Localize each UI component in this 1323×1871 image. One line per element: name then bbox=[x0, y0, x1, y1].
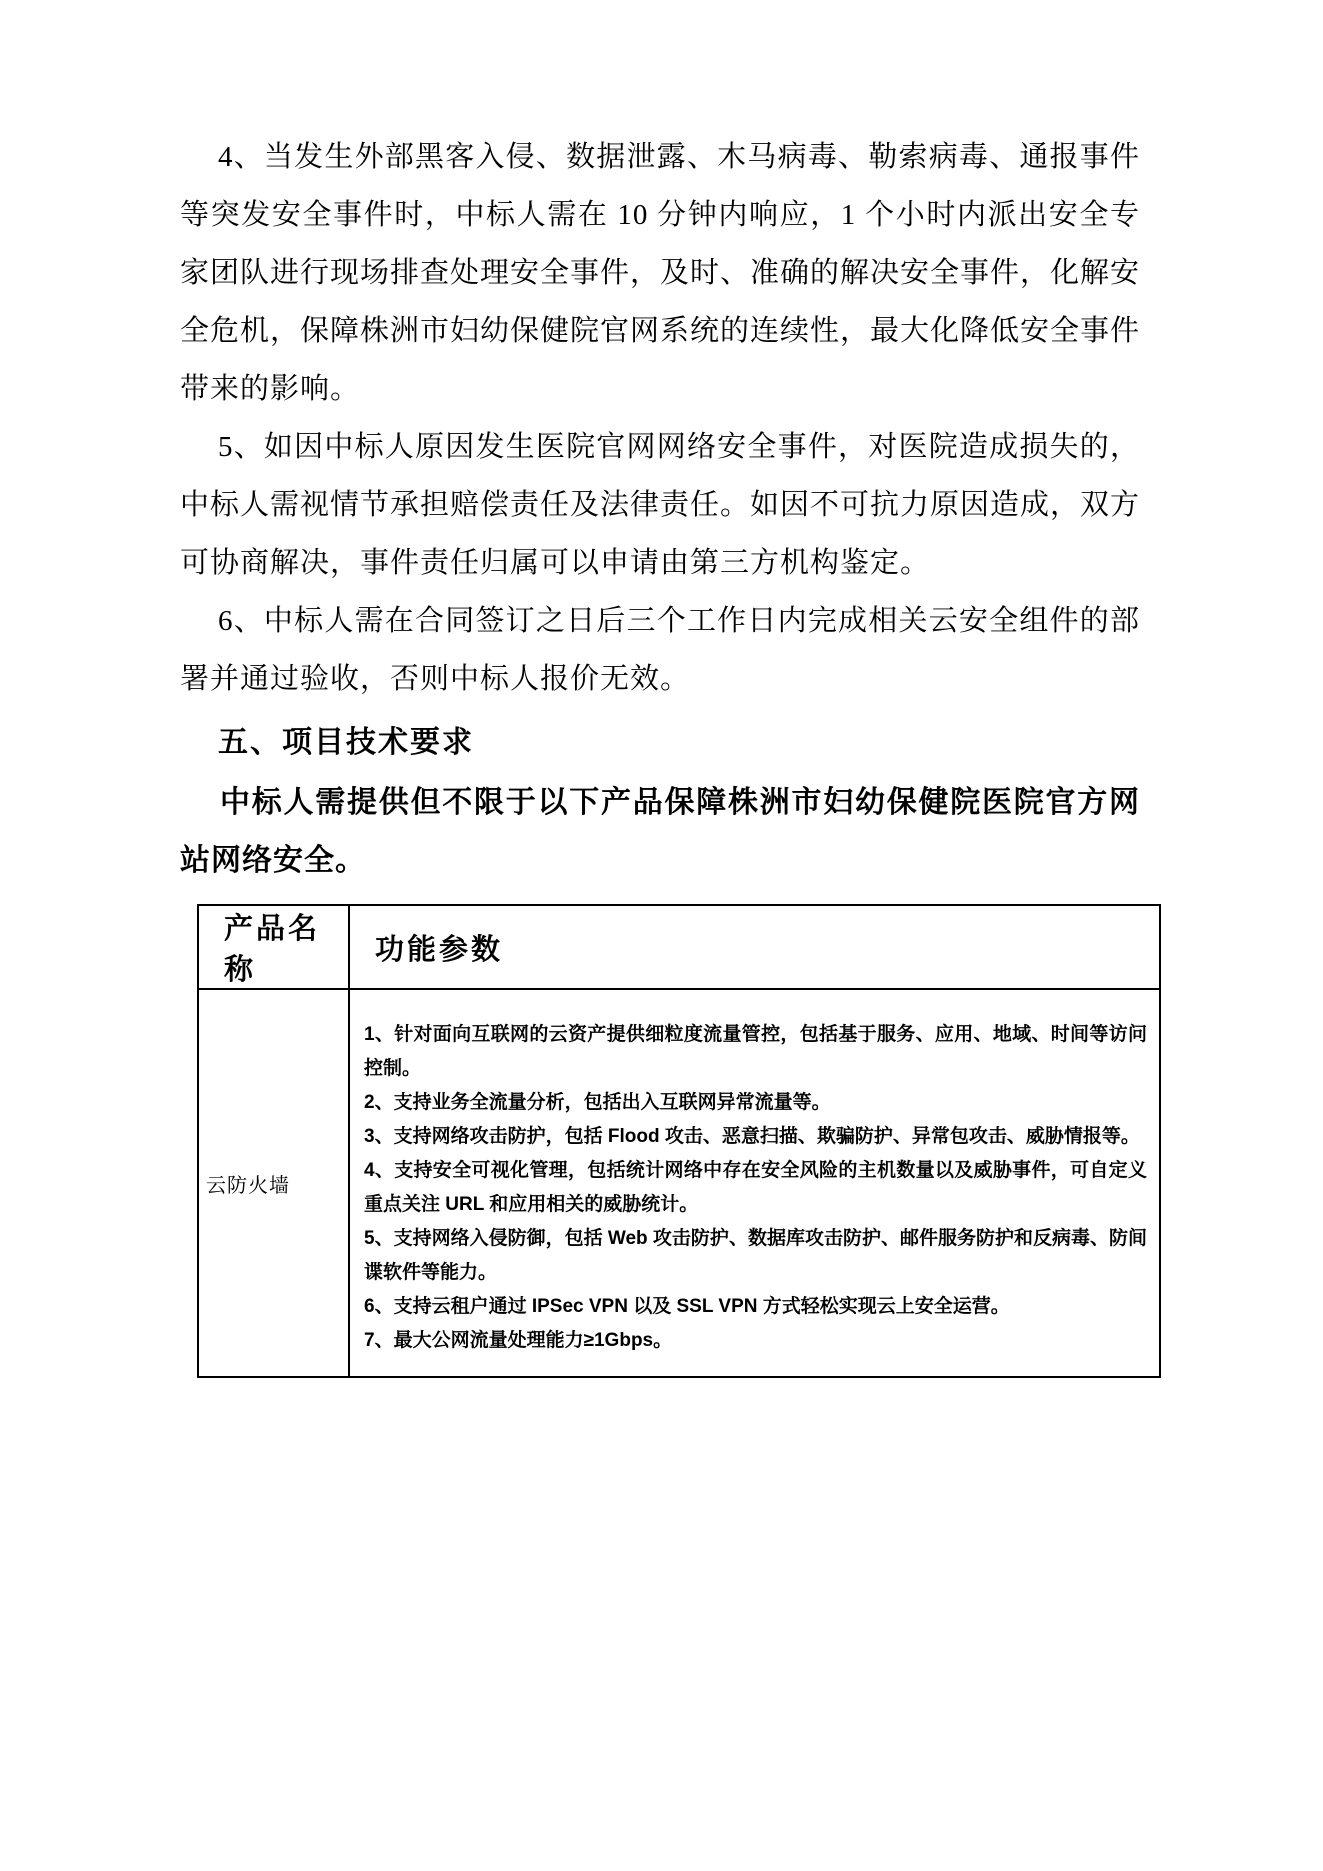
products-table bbox=[197, 904, 1161, 1378]
function-params-cell bbox=[349, 989, 1160, 1377]
paragraph-4: 4、当发生外部黑客入侵、数据泄露、木马病毒、勒索病毒、通报事件等突发安全事件时，中标人需在 10 分钟内响应，1 个小时内派出安全专家团队进行现场排查处理安全事件，及时、准确的解决安全事件，化解安全危机，保障株洲市妇幼保健院官网系统的连续性，最大化降低安全事件带来的影响。 bbox=[180, 141, 1141, 405]
intro-paragraph: 中标人需提供但不限于以下产品保障株洲市妇幼保健院医院官方网站网络安全。 bbox=[180, 786, 1140, 877]
feature-item-3: 3、支持网络攻击防护，包括 Flood 攻击、恶意扫描、欺骗防护、异常包攻击、威胁情报等。 bbox=[364, 1126, 1140, 1147]
feature-item-4: 4、支持安全可视化管理，包括统计网络中存在安全风险的主机数量以及威胁事件，可自定义重点关注 URL 和应用相关的威胁统计。 bbox=[364, 1160, 1147, 1215]
feature-item-6: 6、支持云租户通过 IPSec VPN 以及 SSL VPN 方式轻松实现云上安全运营。 bbox=[364, 1296, 1010, 1317]
feature-item-1: 1、针对面向互联网的云资产提供细粒度流量管控，包括基于服务、应用、地域、时间等访问控制。 bbox=[364, 1024, 1147, 1079]
feature-item-7: 7、最大公网流量处理能力≥1Gbps。 bbox=[364, 1330, 673, 1351]
paragraph-5: 5、如因中标人原因发生医院官网网络安全事件，对医院造成损失的，中标人需视情节承担赔偿责任及法律责任。如因不可抗力原因造成，双方可协商解决，事件责任归属可以申请由第三方机构鉴定。 bbox=[180, 431, 1141, 579]
table-header-row bbox=[198, 905, 1160, 989]
table-header-function-params: 功能参数 bbox=[349, 905, 1160, 989]
feature-item-5: 5、支持网络入侵防御，包括 Web 攻击防护、数据库攻击防护、邮件服务防护和反病毒、防间谍软件等能力。 bbox=[364, 1228, 1147, 1283]
table-row bbox=[198, 989, 1160, 1377]
table-header-product-name: 产品名称 bbox=[198, 905, 349, 989]
product-name-cell: 云防火墙 bbox=[198, 989, 349, 1377]
section-heading: 五、项目技术要求 bbox=[218, 726, 474, 759]
paragraph-6: 6、中标人需在合同签订之日后三个工作日内完成相关云安全组件的部署并通过验收，否则中标人报价无效。 bbox=[180, 605, 1140, 695]
feature-item-2: 2、支持业务全流量分析，包括出入互联网异常流量等。 bbox=[364, 1092, 831, 1113]
